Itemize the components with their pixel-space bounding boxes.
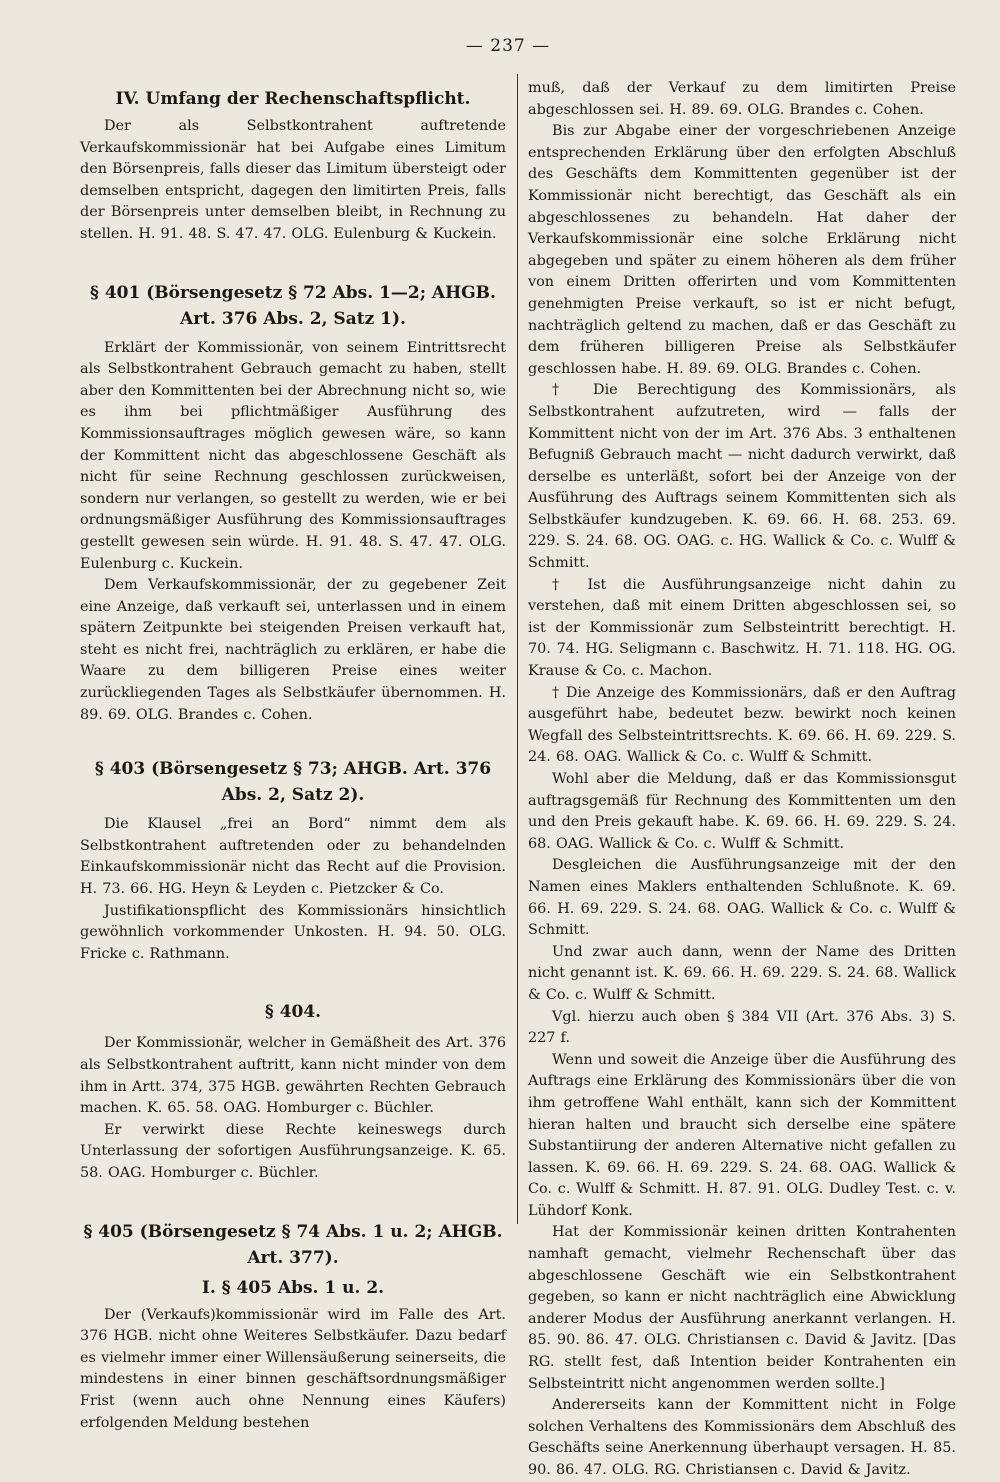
paragraph: Der Kommissionär, welcher in Gemäßheit des Art. 376 als Selbstkontrahent auftritt, kann nicht minder von dem ihm in Artt. 374, 375 HGB. gewährten Rechten Gebrauch machen. K. 65. 58. OAG. Homburger c. Büchler. [80, 1035, 506, 1117]
paragraph: Andererseits kann der Kommittent nicht in Folge solchen Verhaltens des Kommissionärs dem Abschluß des Geschäfts seine Anerkennung überhaupt versagen. H. 85. 90. 86. 47. OLG. RG. Christiansen c. David & Javitz. [528, 1397, 956, 1478]
right-column [528, 78, 956, 1482]
paragraph: Die Klausel „frei an Bord“ nimmt dem als Selbstkontrahent auftretenden oder zu behandelnden Einkaufskommissionär nicht das Recht auf die Provision. H. 73. 66. HG. Heyn & Leyden c. Pietzcker & Co. [80, 816, 506, 898]
paragraph: † Die Berechtigung des Kommissionärs, als Selbstkontrahent aufzutreten, wird — falls der Kommittent nicht von der im Art. 376 Abs. 3 enthaltenen Befugniß Gebrauch macht — nicht dadurch verwirkt, daß derselbe es unterläßt, sofort bei der Anzeige von der Ausführung des Auftrags seinem Kommittenten sich als Selbstkäufer kundzugeben. K. 69. 66. H. 68. 253. 69. 229. S. 24. 68. OG. OAG. c. HG. Wallick & Co. c. Wulff & Schmitt. [528, 382, 956, 572]
paragraph: Erklärt der Kommissionär, von seinem Eintrittsrecht als Selbstkontrahent Gebrauch gemacht zu haben, stellt aber den Kommittenten bei der Abrechnung nicht so, wie es ihm bei pflichtmäßiger Ausführung des Kommissionsauftrages möglich gewesen wäre, so kann der Kommittent nicht das abgeschlossene Geschäft als nicht für seine Rechnung geschlossen zurückweisen, sondern nur verlangen, so gestellt zu werden, wie er bei ordnungsmäßiger Ausführung des Kommissionsauftrages gestellt gewesen sein würde. H. 91. 48. S. 47. 47. OLG. Eulenburg c. Kuckein. [80, 339, 506, 572]
section-heading-401: § 401 (Börsengesetz § 72 Abs. 1—2; AHGB. Art. 376 Abs. 2, Satz 1). [90, 282, 496, 329]
paragraph: Dem Verkaufskommissionär, der zu gegebener Zeit eine Anzeige, daß verkauft sei, unterlassen und in einem spätern Zeitpunkte bei steigenden Preisen verkauft hat, steht es nicht frei, nachträglich zu erklären, er habe die Waare zu dem billigeren Preise eines weiter zurückliegenden Tages als Selbstkäufer übernommen. H. 89. 69. OLG. Brandes c. Cohen. [80, 577, 506, 723]
section-heading-iv: IV. Umfang der Rechenschaftspflicht. [115, 89, 471, 109]
paragraph: Der (Verkaufs)kommissionär wird im Falle des Art. 376 HGB. nicht ohne Weiteres Selbstkäufer. Dazu bedarf es vielmehr immer einer Willensäußerung seinerseits, die mindestens in einer binnen geschäftsordnungsmäßiger Frist (wenn auch ohne Nennung eines Käufers) erfolgenden Meldung bestehen [80, 1306, 506, 1431]
paragraph: † Die Anzeige des Kommissionärs, daß er den Auftrag ausgeführt habe, bedeutet bezw. bewirkt noch keinen Wegfall des Selbsteintrittsrechts. K. 69. 66. H. 69. 229. S. 24. 68. OAG. Wallick & Co. c. Wulff & Schmitt. [528, 684, 956, 766]
paragraph: Vgl. hierzu auch oben § 384 VII (Art. 376 Abs. 3) S. 227 f. [528, 1008, 956, 1047]
subsection-heading-405-1: I. § 405 Abs. 1 u. 2. [201, 1277, 385, 1298]
paragraph: Wenn und soweit die Anzeige über die Ausführung des Auftrags eine Erklärung des Kommissionärs über die von ihm getroffene Wahl enthält, kann sich der Kommittent hieran halten und braucht sich derselbe eine spätere Substantiirung der anderen Alternative nicht gefallen zu lassen. K. 69. 66. H. 69. 229. S. 24. 68. OAG. Wallick & Co. c. Wulff & Schmitt. H. 87. 91. OLG. Dudley Test. c. v. Lühdorf Konk. [528, 1051, 956, 1219]
paragraph: Wohl aber die Meldung, daß er das Kommissionsgut auftragsgemäß für Rechnung des Kommittenten um den und den Preis gekauft habe. K. 69. 66. H. 69. 229. S. 24. 68. OAG. Wallick & Co. c. Wulff & Schmitt. [528, 771, 956, 852]
page-number: — 237 — [465, 36, 551, 56]
paragraph: muß, daß der Verkauf zu dem limitirten Preise abgeschlossen sei. H. 89. 69. OLG. Brandes c. Cohen. [528, 80, 956, 118]
paragraph: Hat der Kommissionär keinen dritten Kontrahenten namhaft gemacht, vielmehr Rechenschaft über das abgeschlossene Geschäft wie ein Selbstkontrahent gegeben, so kann er nicht nachträglich eine Abwicklung anderer Modus der Ausführung anerkannt verlangen. H. 85. 90. 86. 47. OLG. Christiansen c. David & Javitz. [Das RG. stellt fest, daß Intention beider Kontrahenten ein Selbsteintritt nicht angenommen werden sollte.] [528, 1224, 956, 1392]
column-divider [517, 74, 518, 1224]
left-column [80, 78, 506, 1434]
paragraph: Der als Selbstkontrahent auftretende Verkaufskommissionär hat bei Aufgabe eines Limitum den Börsenpreis, falls dieser das Limitum übersteigt oder demselben entspricht, dagegen den limitirten Preis, falls der Börsenpreis unter demselben bleibt, in Rechnung zu stellen. H. 91. 48. S. 47. 47. OLG. Eulenburg & Kuckein. [80, 118, 506, 242]
paragraph: † Ist die Ausführungsanzeige nicht dahin zu verstehen, daß mit einem Dritten abgeschlossen sei, so ist der Kommissionär zum Selbsteintritt berechtigt. H. 70. 74. HG. Seligmann c. Baschwitz. H. 71. 118. HG. OG. Krause & Co. c. Machon. [528, 576, 956, 680]
paragraph: Bis zur Abgabe einer der vorgeschriebenen Anzeige entsprechenden Erklärung über den erfolgten Abschluß des Geschäfts dem Kommittenten gegenüber ist der Kommissionär nicht berechtigt, das Geschäft als ein abgeschlossenes zu behandeln. Hat daher der Verkaufskommissionär eine solche Erklärung nicht abgegeben und später zu einem höheren als dem früher von einem Dritten offerirten und vom Kommittenten genehmigten Preise verkauft, so ist er nicht befugt, nachträglich geltend zu machen, daß er das Geschäft zu dem früheren billigeren Preise als Selbstkäufer geschlossen habe. H. 89. 69. OLG. Brandes c. Cohen. [528, 123, 956, 377]
section-heading-405: § 405 (Börsengesetz § 74 Abs. 1 u. 2; AHGB. Art. 377). [83, 1221, 503, 1268]
paragraph: Justifikationspflicht des Kommissionärs hinsichtlich gewöhnlich vorkommender Unkosten. H. 94. 50. OLG. Fricke c. Rathmann. [80, 902, 506, 962]
paragraph: Desgleichen die Ausführungsanzeige mit der den Namen eines Maklers enthaltenden Schlußnote. K. 69. 66. H. 69. 229. S. 24. 68. OAG. Wallick & Co. c. Wulff & Schmitt. [528, 857, 956, 939]
paragraph: Und zwar auch dann, wenn der Name des Dritten nicht genannt ist. K. 69. 66. H. 69. 229. S. 24. 68. Wallick & Co. c. Wulff & Schmitt. [528, 943, 956, 1003]
section-heading-404: § 404. [264, 1002, 322, 1023]
paragraph: Er verwirkt diese Rechte keineswegs durch Unterlassung der sofortigen Ausführungsanzeige. K. 65. 58. OAG. Homburger c. Büchler. [80, 1121, 506, 1181]
section-heading-403: § 403 (Börsengesetz § 73; AHGB. Art. 376 Abs. 2, Satz 2). [94, 759, 492, 806]
